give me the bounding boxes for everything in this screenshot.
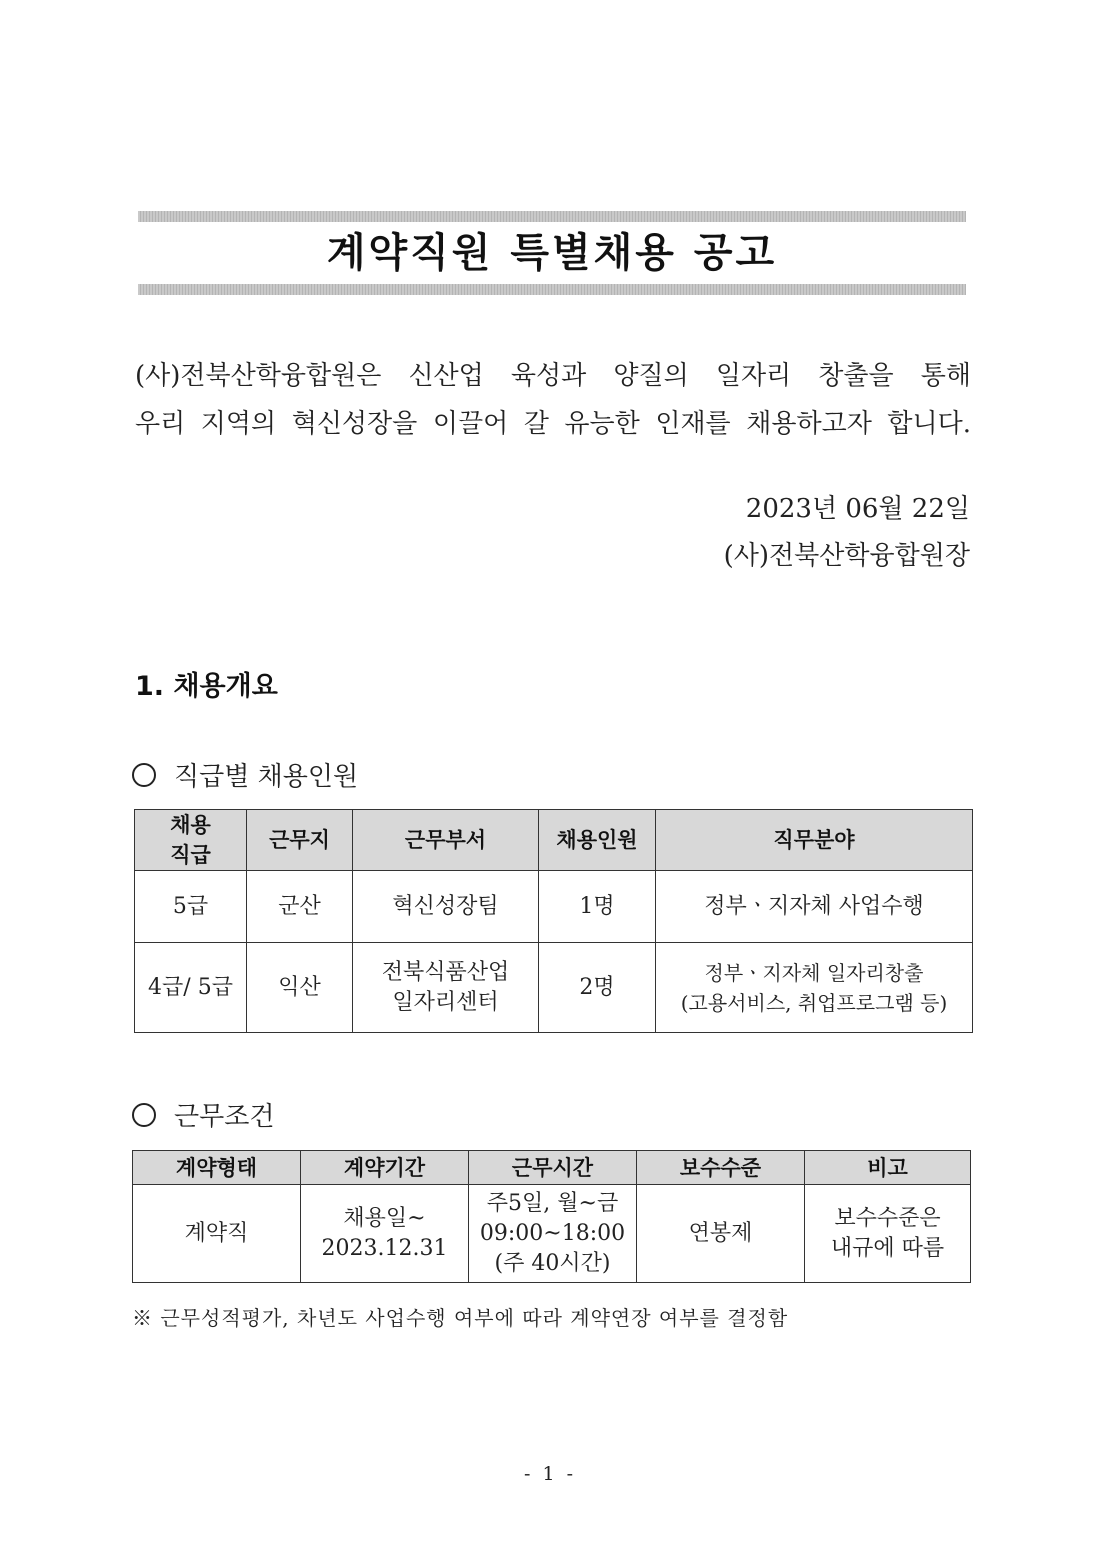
page-title: 계약직원 특별채용 공고 xyxy=(326,230,778,276)
title-band-top xyxy=(138,211,966,222)
table-header-row xyxy=(135,810,973,871)
table-cell: 채용일~ 2023.12.31 xyxy=(301,1185,469,1283)
intro-paragraph xyxy=(135,352,971,448)
table-cell: 1명 xyxy=(539,871,656,943)
table-cell: 계약직 xyxy=(133,1185,301,1283)
column-header: 근무시간 xyxy=(469,1151,637,1185)
subheading-conditions xyxy=(132,1096,274,1133)
table-cell: 정부ㆍ지자체 사업수행 xyxy=(656,871,973,943)
circle-bullet-icon xyxy=(132,763,156,787)
column-header: 근무지 xyxy=(247,810,353,871)
table-cell: 혁신성장팀 xyxy=(353,871,539,943)
column-header: 직무분야 xyxy=(656,810,973,871)
intro-line: (사)전북산학융합원은 신산업 육성과 양질의 일자리 창출을 통해 xyxy=(135,361,971,391)
column-header: 채용 직급 xyxy=(135,810,247,871)
table-cell: 5급 xyxy=(135,871,247,943)
announcement-signer: (사)전북산학융합원장 xyxy=(723,541,970,571)
table-cell: 전북식품산업 일자리센터 xyxy=(353,943,539,1033)
table-row xyxy=(135,871,973,943)
column-header: 근무부서 xyxy=(353,810,539,871)
table-cell: 보수수준은 내규에 따름 xyxy=(805,1185,971,1283)
table-header-row xyxy=(133,1151,971,1185)
title-band-bottom xyxy=(138,284,966,295)
column-header: 비고 xyxy=(805,1151,971,1185)
table-cell: 주5일, 월~금 09:00~18:00 (주 40시간) xyxy=(469,1185,637,1283)
subheading-staffing xyxy=(132,756,358,793)
page-number: - 1 - xyxy=(523,1463,576,1485)
conditions-table xyxy=(132,1150,971,1283)
subheading-conditions-label: 근무조건 xyxy=(174,1102,275,1132)
section-heading-overview: 1. 채용개요 xyxy=(135,671,278,702)
table-cell: 정부ㆍ지자체 일자리창출 (고용서비스, 취업프로그램 등) xyxy=(656,943,973,1033)
footnote: ※ 근무성적평가, 차년도 사업수행 여부에 따라 계약연장 여부를 결정함 xyxy=(132,1306,789,1330)
column-header: 계약형태 xyxy=(133,1151,301,1185)
column-header: 계약기간 xyxy=(301,1151,469,1185)
table-cell: 익산 xyxy=(247,943,353,1033)
column-header: 보수수준 xyxy=(637,1151,805,1185)
subheading-staffing-label: 직급별 채용인원 xyxy=(174,762,359,792)
table-cell: 2명 xyxy=(539,943,656,1033)
intro-line: 우리 지역의 혁신성장을 이끌어 갈 유능한 인재를 채용하고자 합니다. xyxy=(135,409,971,439)
staffing-table xyxy=(134,809,973,1033)
table-cell: 연봉제 xyxy=(637,1185,805,1283)
table-cell: 군산 xyxy=(247,871,353,943)
circle-bullet-icon xyxy=(132,1103,156,1127)
table-cell: 4급/ 5급 xyxy=(135,943,247,1033)
table-row xyxy=(135,943,973,1033)
announcement-date: 2023년 06월 22일 xyxy=(745,494,970,524)
table-row xyxy=(133,1185,971,1283)
column-header: 채용인원 xyxy=(539,810,656,871)
